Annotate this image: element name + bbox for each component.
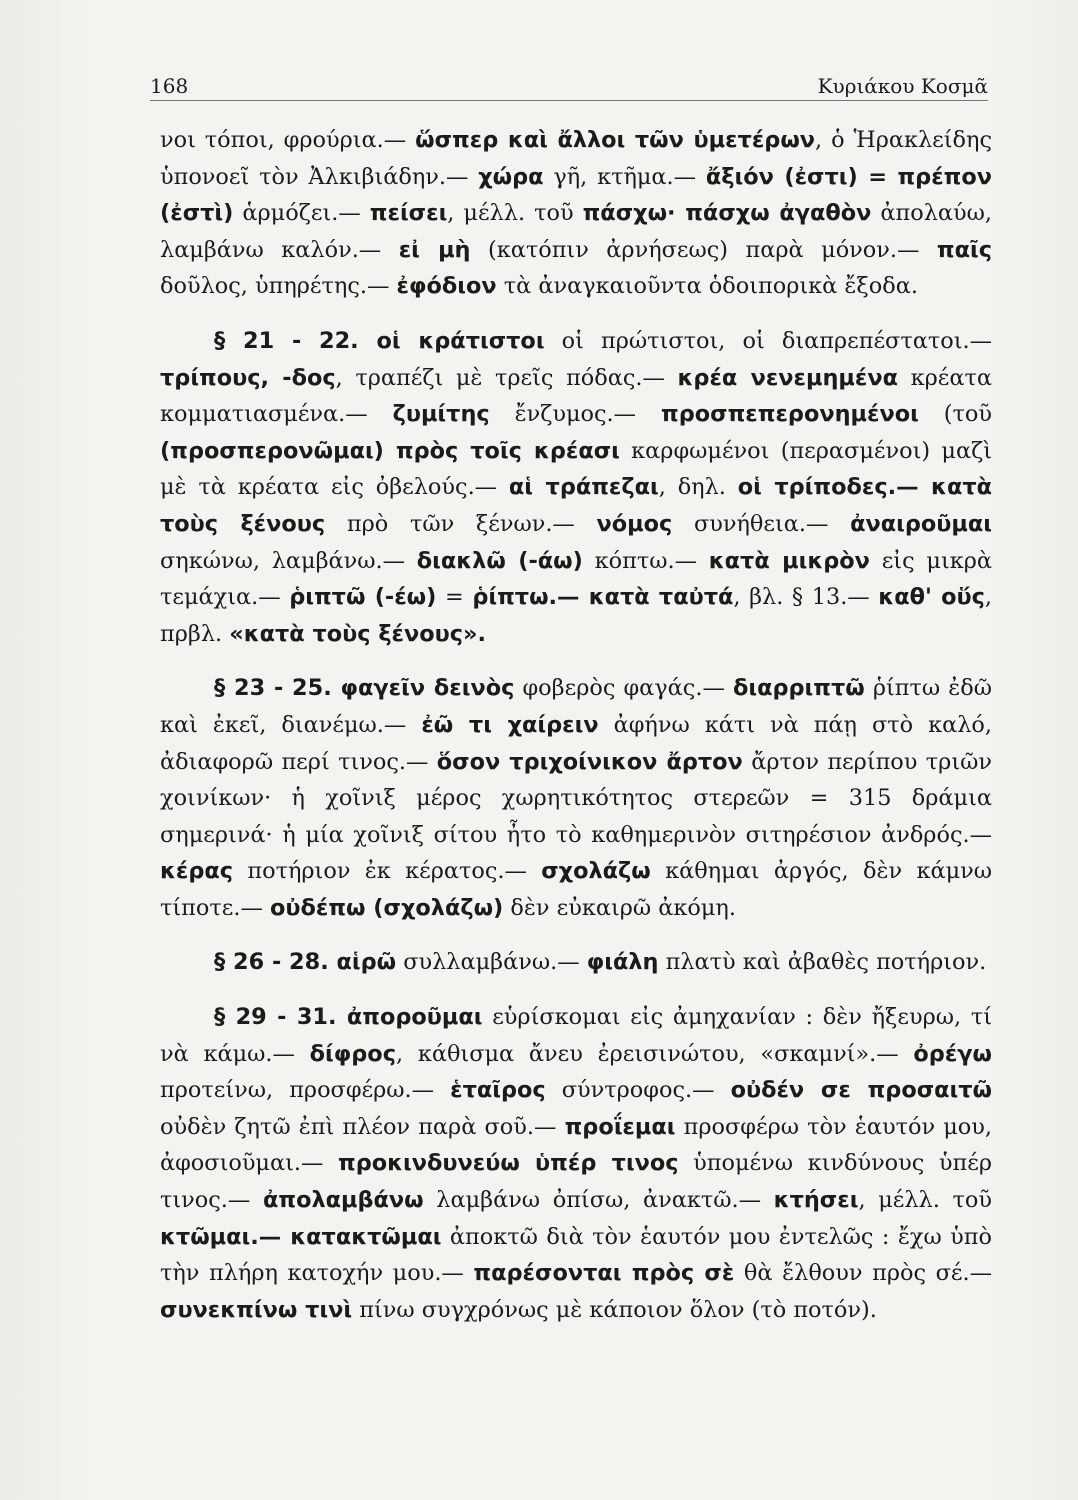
gloss-text: , μέλλ. τοῦ <box>447 200 583 227</box>
lemma-term: ῥιπτῶ (-έω) <box>289 584 437 611</box>
lemma-term: «κατὰ τοὺς ξένους». <box>229 620 487 647</box>
gloss-text: τὰ ἀναγκαιοῦντα ὁδοιπορικὰ ἔξοδα. <box>496 273 918 300</box>
gloss-text: οὐδὲν ζητῶ ἐπὶ πλέον παρὰ σοῦ.— <box>160 1113 565 1140</box>
page-number: 168 <box>150 74 189 98</box>
lemma-term: παῖς <box>936 236 992 263</box>
gloss-text: καρφωμένοι (περασμένοι) μαζὶ μὲ τὰ κρέατα εἰς ὀβελούς.— <box>160 437 992 501</box>
gloss-text: , τραπέζι μὲ τρεῖς πόδας.— <box>335 364 678 391</box>
running-title: Κυριάκου Κοσμᾶ <box>817 74 988 98</box>
lemma-term: ζυμίτης <box>392 401 490 428</box>
lemma-term: διαρριπτῶ <box>732 675 865 702</box>
gloss-text: , βλ. § 13.— <box>733 584 879 611</box>
lemma-term: κέρας <box>160 858 234 885</box>
lemma-term: αἱ τράπεζαι <box>508 474 659 501</box>
gloss-text: ἔνζυμος.— <box>489 401 662 428</box>
lemma-term: νόμος <box>596 510 673 537</box>
lemma-term: εἰ μὴ <box>398 236 471 263</box>
lemma-term: προκινδυνεύω ὑπέρ τινος <box>337 1150 679 1177</box>
lemma-term: κτήσει <box>773 1187 859 1214</box>
lemma-term: ἀπολαμβάνω <box>262 1187 424 1214</box>
gloss-text: πρὸ τῶν ξένων.— <box>325 510 597 537</box>
gloss-text: συνήθεια.— <box>672 510 851 537</box>
lemma-term: ἑταῖρος <box>450 1077 546 1104</box>
running-header <box>150 70 988 101</box>
lemma-term: καθ' οὕς <box>878 584 985 611</box>
gloss-text: ἁρμόζει.— <box>233 200 370 227</box>
lemma-term: προΐεμαι <box>564 1113 676 1140</box>
gloss-text: ἀφήνω κάτι νὰ πάῃ στὸ καλό, ἀδιαφορῶ περί τινος.— <box>160 711 993 775</box>
gloss-text: πλατὺ καὶ ἀβαθὲς ποτήριον. <box>658 949 987 976</box>
paragraph <box>160 999 992 1328</box>
gloss-text: πίνω συγχρόνως μὲ κάποιον ὅλον (τὸ ποτόν). <box>352 1296 877 1323</box>
lemma-term: ὅσον τριχοίνικον ἄρτον <box>436 748 743 775</box>
gloss-text: , κάθισμα ἄνευ ἐρεισινώτου, «σκαμνί».— <box>395 1040 914 1067</box>
gloss-text: δὲν εὐκαιρῶ ἀκόμη. <box>503 894 736 921</box>
lemma-term: § 23 - 25. φαγεῖν δεινὸς <box>214 675 515 702</box>
paragraph <box>160 944 992 981</box>
gloss-text: κάθημαι ἀργός, δὲν κάμνω τίποτε.— <box>160 858 992 921</box>
lemma-term: οὐδέν σε προσαιτῶ <box>730 1077 993 1104</box>
gloss-text: , μέλλ. τοῦ <box>858 1187 992 1214</box>
lemma-term: τρίπους, -δος <box>160 364 336 391</box>
gloss-text: εὑρίσκομαι εἰς ἀμηχανίαν : δὲν ἤξευρω, τί νὰ κάμω.— <box>160 1004 992 1067</box>
gloss-text: σύντροφος.— <box>545 1077 731 1104</box>
lemma-term: πάσχω· πάσχω ἀγαθὸν <box>582 200 872 227</box>
lemma-term: διακλῶ (-άω) <box>416 547 583 574</box>
lemma-term: ἐῶ τι χαίρειν <box>421 711 599 738</box>
lemma-term: κρέα νενεμημένα <box>677 364 898 391</box>
lemma-term: χώρα <box>478 163 544 190</box>
lemma-term: οὐδέπω (σχολάζω) <box>269 894 504 921</box>
lemma-term: § 21 - 22. οἱ κράτιστοι <box>214 327 545 354</box>
paragraph <box>160 323 992 652</box>
gloss-text: σηκώνω, λαμβάνω.— <box>160 547 417 574</box>
gloss-text: ὑπομένω κινδύνους ὑπέρ τινος.— <box>160 1150 992 1214</box>
lemma-term: συνεκπίνω τινὶ <box>160 1296 353 1323</box>
gloss-text: ἀπολαύω, λαμβάνω καλόν.— <box>160 200 993 263</box>
gloss-text: δοῦλος, ὑπηρέτης.— <box>160 273 397 300</box>
lemma-term: ὥσπερ καὶ ἄλλοι τῶν ὑμετέρων <box>415 127 816 153</box>
gloss-text: κρέατα κομματιασμένα.— <box>160 364 992 428</box>
gloss-text: ἀποκτῶ διὰ τὸν ἑαυτόν μου ἐντελῶς : ἔχω ὑπὸ τὴν πλήρη κατοχήν μου.— <box>160 1223 992 1287</box>
gloss-text: (τοῦ <box>918 401 992 428</box>
lemma-term: ῥίπτω.— κατὰ ταὐτά <box>472 584 734 611</box>
lemma-term: οἱ τρίποδες.— κατὰ τοὺς ξένους <box>160 474 992 537</box>
lemma-term: § 29 - 31. ἀποροῦμαι <box>214 1004 483 1031</box>
gloss-text: κόπτω.— <box>582 547 709 574</box>
gloss-text: θὰ ἔλθουν πρὸς σέ.— <box>734 1260 992 1287</box>
gloss-text: , δηλ. <box>658 474 738 501</box>
gloss-text: ἄρτον περίπου τριῶν χοινίκων· ἡ χοῖνιξ μέρος χωρητικότητος στερεῶν = 315 δράμια σημερινά· ἡ μία χοῖνιξ σίτου ἦτο τὸ καθημερινὸν σιτηρέσιον ἀνδρός.— <box>160 748 992 848</box>
gloss-text: (κατόπιν ἀρνήσεως) παρὰ μόνον.— <box>470 236 937 263</box>
lemma-term: ὀρέγω <box>913 1040 992 1067</box>
lemma-term: πείσει <box>369 200 448 227</box>
gloss-text: ποτήριον ἐκ κέρατος.— <box>233 858 542 885</box>
lemma-term: ἐφόδιον <box>396 273 497 300</box>
lemma-term: ἀναιροῦμαι <box>850 510 992 537</box>
gloss-text: οἱ πρώτιστοι, οἱ διαπρεπέστατοι.— <box>544 327 992 354</box>
gloss-text: γῆ, κτῆμα.— <box>543 163 706 190</box>
lemma-term: προσπεπερονημένοι <box>661 401 919 428</box>
lemma-term: ἄξιόν (ἐστι) = πρέπον (ἐστὶ) <box>160 163 993 227</box>
gloss-text: συλλαμβάνω.— <box>396 949 587 976</box>
gloss-text: , ὁ Ἡρακλείδης ὑπονοεῖ τὸν Ἀλκιβιάδην.— <box>160 127 992 190</box>
gloss-text: εἰς μικρὰ τεμάχια.— <box>160 547 993 611</box>
gloss-text: ῥίπτω ἐδῶ καὶ ἐκεῖ, διανέμω.— <box>160 675 992 738</box>
lemma-term: § 26 - 28. αἱρῶ <box>214 949 397 976</box>
lemma-term: σχολάζω <box>541 858 651 885</box>
gloss-text: , πρβλ. <box>160 584 992 647</box>
lemma-term: φιάλη <box>586 949 659 976</box>
gloss-text: νοι τόποι, φρούρια.— <box>160 127 416 153</box>
lemma-term: κατὰ μικρὸν <box>708 547 870 574</box>
gloss-text: προτείνω, προσφέρω.— <box>160 1077 451 1104</box>
gloss-text: προσφέρω τὸν ἑαυτόν μου, ἀφοσιοῦμαι.— <box>160 1113 992 1177</box>
lemma-term: δίφρος <box>309 1040 396 1067</box>
lemma-term: (προσπερονῶμαι) πρὸς τοῖς κρέασι <box>160 437 620 464</box>
gloss-text: φοβερὸς φαγάς.— <box>514 675 733 702</box>
paragraph <box>160 670 992 926</box>
gloss-text: λαμβάνω ὀπίσω, ἀνακτῶ.— <box>423 1187 774 1214</box>
lemma-term: κτῶμαι.— κατακτῶμαι <box>160 1223 442 1250</box>
paragraph <box>160 122 992 305</box>
commentary-text <box>160 122 992 1328</box>
lemma-term: παρέσονται πρὸς σὲ <box>473 1260 735 1287</box>
gloss-text: = <box>436 584 473 611</box>
